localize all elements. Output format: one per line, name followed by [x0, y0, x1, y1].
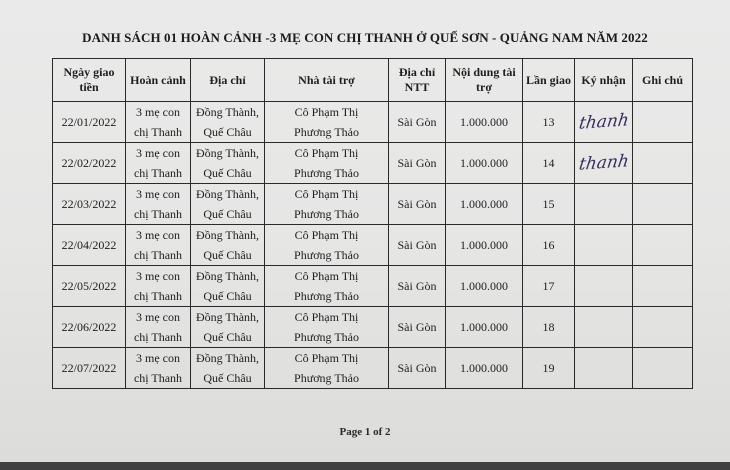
sponsor-address-text: Sài Gòn — [397, 320, 437, 334]
cell-sponsor — [265, 348, 389, 389]
case-line-1: 3 mẹ con — [136, 351, 180, 365]
cell-sponsor-address — [389, 143, 446, 184]
amount-text: 1.000.000 — [460, 156, 508, 170]
address-line-1: Đồng Thành, — [195, 187, 260, 201]
cell-amount — [446, 184, 523, 225]
cell-note — [633, 184, 693, 225]
date-text: 22/07/2022 — [61, 361, 117, 375]
amount-text: 1.000.000 — [460, 115, 508, 129]
date-text: 22/01/2022 — [61, 115, 117, 129]
col-header-count: Lần giao — [523, 59, 575, 102]
cell-date — [53, 225, 126, 266]
count-text: 15 — [542, 197, 555, 211]
case-line-1: 3 mẹ con — [136, 310, 180, 324]
cell-sponsor-address — [389, 348, 446, 389]
address-line-2: Quế Châu — [203, 371, 252, 385]
table-row — [53, 184, 693, 225]
cell-signature — [575, 102, 633, 143]
cell-signature — [575, 184, 633, 225]
count-text: 19 — [542, 361, 555, 375]
sponsor-line-1: Cô Phạm Thị — [294, 146, 359, 160]
sponsor-address-text: Sài Gòn — [397, 361, 437, 375]
cell-date — [53, 143, 126, 184]
count-text: 16 — [542, 238, 555, 252]
cell-note — [633, 102, 693, 143]
sponsor-line-1: Cô Phạm Thị — [294, 105, 359, 119]
cell-signature — [575, 225, 633, 266]
table-row — [53, 266, 693, 307]
sponsor-line-1: Cô Phạm Thị — [294, 228, 359, 242]
cell-count — [523, 184, 575, 225]
cell-note — [633, 225, 693, 266]
page-footer: Page 1 of 2 — [339, 426, 391, 438]
cell-sponsor — [265, 225, 389, 266]
col-header-note: Ghi chú — [633, 59, 693, 102]
cell-signature — [575, 143, 633, 184]
cell-sponsor-address — [389, 225, 446, 266]
table-header-row — [53, 59, 693, 102]
cell-case — [126, 225, 191, 266]
amount-text: 1.000.000 — [460, 238, 508, 252]
cell-count — [523, 348, 575, 389]
cell-note — [633, 307, 693, 348]
cell-address — [191, 143, 265, 184]
cell-date — [53, 184, 126, 225]
cell-count — [523, 102, 575, 143]
col-header-signature: Ký nhận — [575, 59, 633, 102]
cell-address — [191, 225, 265, 266]
sponsor-line-1: Cô Phạm Thị — [294, 269, 359, 283]
address-line-2: Quế Châu — [203, 289, 252, 303]
col-header-sponsor: Nhà tài trợ — [265, 59, 389, 102]
col-header-case: Hoàn cảnh — [126, 59, 191, 102]
case-line-2: chị Thanh — [133, 371, 183, 385]
cell-case — [126, 348, 191, 389]
sponsor-line-2: Phương Thảo — [294, 248, 359, 262]
sponsor-line-2: Phương Thảo — [294, 166, 359, 180]
sponsor-line-2: Phương Thảo — [294, 289, 359, 303]
amount-text: 1.000.000 — [460, 197, 508, 211]
case-line-1: 3 mẹ con — [136, 228, 180, 242]
sponsor-line-1: Cô Phạm Thị — [294, 351, 359, 365]
cell-case — [126, 307, 191, 348]
case-line-1: 3 mẹ con — [136, 187, 180, 201]
case-line-2: chị Thanh — [133, 207, 183, 221]
case-line-2: chị Thanh — [133, 289, 183, 303]
amount-text: 1.000.000 — [460, 320, 508, 334]
case-line-2: chị Thanh — [133, 125, 183, 139]
donation-table — [52, 58, 693, 389]
sponsor-address-text: Sài Gòn — [397, 279, 437, 293]
address-line-1: Đồng Thành, — [195, 105, 260, 119]
cell-amount — [446, 225, 523, 266]
document-title: DANH SÁCH 01 HOÀN CẢNH -3 MẸ CON CHỊ THANH Ở QUẾ SƠN - QUẢNG NAM NĂM 2022 — [82, 30, 648, 45]
cell-date — [53, 266, 126, 307]
cell-amount — [446, 266, 523, 307]
address-line-1: Đồng Thành, — [195, 228, 260, 242]
cell-case — [126, 184, 191, 225]
cell-signature — [575, 266, 633, 307]
date-text: 22/06/2022 — [61, 320, 117, 334]
sponsor-line-2: Phương Thảo — [294, 125, 359, 139]
col-header-sponsor-address: Địa chỉ NTT — [389, 59, 446, 102]
address-line-2: Quế Châu — [203, 166, 252, 180]
cell-signature — [575, 348, 633, 389]
cell-amount — [446, 348, 523, 389]
case-line-1: 3 mẹ con — [136, 269, 180, 283]
table-row — [53, 102, 693, 143]
cell-case — [126, 266, 191, 307]
sponsor-line-2: Phương Thảo — [294, 371, 359, 385]
cell-signature — [575, 307, 633, 348]
cell-count — [523, 307, 575, 348]
date-text: 22/03/2022 — [61, 197, 117, 211]
cell-count — [523, 143, 575, 184]
count-text: 13 — [542, 115, 555, 129]
cell-sponsor — [265, 266, 389, 307]
cell-address — [191, 266, 265, 307]
cell-date — [53, 348, 126, 389]
cell-count — [523, 266, 575, 307]
table-row — [53, 225, 693, 266]
sponsor-line-1: Cô Phạm Thị — [294, 310, 359, 324]
sponsor-address-text: Sài Gòn — [397, 197, 437, 211]
amount-text: 1.000.000 — [460, 361, 508, 375]
table-row — [53, 143, 693, 184]
case-line-2: chị Thanh — [133, 248, 183, 262]
cell-sponsor — [265, 184, 389, 225]
case-line-2: chị Thanh — [133, 166, 183, 180]
col-header-amount: Nội dung tài trợ — [446, 59, 523, 102]
count-text: 18 — [542, 320, 555, 334]
date-text: 22/04/2022 — [61, 238, 117, 252]
case-line-2: chị Thanh — [133, 330, 183, 344]
cell-date — [53, 307, 126, 348]
cell-case — [126, 102, 191, 143]
cell-amount — [446, 143, 523, 184]
count-text: 14 — [542, 156, 555, 170]
cell-date — [53, 102, 126, 143]
count-text: 17 — [542, 279, 555, 293]
table-row — [53, 348, 693, 389]
address-line-2: Quế Châu — [203, 330, 252, 344]
amount-text: 1.000.000 — [460, 279, 508, 293]
address-line-1: Đồng Thành, — [195, 310, 260, 324]
cell-case — [126, 143, 191, 184]
date-text: 22/02/2022 — [61, 156, 117, 170]
address-line-2: Quế Châu — [203, 248, 252, 262]
sponsor-address-text: Sài Gòn — [397, 115, 437, 129]
cell-address — [191, 348, 265, 389]
date-text: 22/05/2022 — [61, 279, 117, 293]
address-line-1: Đồng Thành, — [195, 146, 260, 160]
address-line-2: Quế Châu — [203, 207, 252, 221]
cell-count — [523, 225, 575, 266]
case-line-1: 3 mẹ con — [136, 105, 180, 119]
cell-sponsor-address — [389, 184, 446, 225]
cell-sponsor-address — [389, 307, 446, 348]
cell-amount — [446, 102, 523, 143]
cell-amount — [446, 307, 523, 348]
table-row — [53, 307, 693, 348]
col-header-date: Ngày giao tiền — [53, 59, 126, 102]
col-header-address: Địa chỉ — [191, 59, 265, 102]
cell-sponsor — [265, 102, 389, 143]
cell-sponsor — [265, 143, 389, 184]
address-line-1: Đồng Thành, — [195, 269, 260, 283]
sponsor-line-1: Cô Phạm Thị — [294, 187, 359, 201]
cell-note — [633, 348, 693, 389]
sponsor-line-2: Phương Thảo — [294, 207, 359, 221]
cell-address — [191, 307, 265, 348]
case-line-1: 3 mẹ con — [136, 146, 180, 160]
sponsor-address-text: Sài Gòn — [397, 238, 437, 252]
cell-address — [191, 102, 265, 143]
cell-sponsor — [265, 307, 389, 348]
cell-sponsor-address — [389, 266, 446, 307]
sponsor-line-2: Phương Thảo — [294, 330, 359, 344]
cell-note — [633, 143, 693, 184]
cell-note — [633, 266, 693, 307]
signature-mark: thanh — [577, 109, 630, 134]
address-line-1: Đồng Thành, — [195, 351, 260, 365]
sponsor-address-text: Sài Gòn — [397, 156, 437, 170]
cell-address — [191, 184, 265, 225]
address-line-2: Quế Châu — [203, 125, 252, 139]
signature-mark: thanh — [577, 150, 630, 175]
cell-sponsor-address — [389, 102, 446, 143]
